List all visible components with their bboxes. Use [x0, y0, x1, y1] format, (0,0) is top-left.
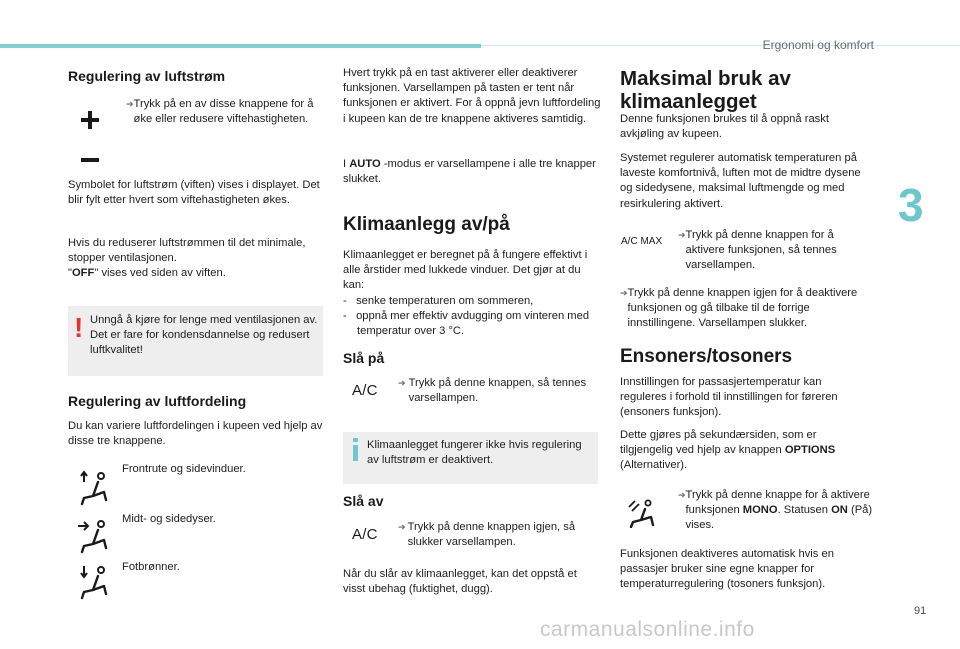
- max-bullet2-text: Trykk på denne knappen igjen for å deaktivere funksjonen og gå tilbake til de forrige innstillingene. Varsellampen slukker.: [627, 287, 858, 330]
- airflow-para2-a: Hvis du reduserer luftstrømmen til det minimale, stopper ventilasjonen.: [68, 237, 306, 265]
- max-ac-title: Maksimal bruk av klimaanlegget: [620, 67, 791, 113]
- turn-on-title: Slå på: [343, 350, 385, 366]
- list-item: - senke temperaturen om sommeren,: [343, 295, 534, 307]
- dist-item-face: Midt- og sidedyser.: [122, 513, 216, 525]
- acmax-button-icon: A/C MAX: [621, 236, 663, 247]
- airflow-title: Regulering av luftstrøm: [68, 68, 226, 84]
- windscreen-distribution-icon: [76, 470, 110, 506]
- auto-label: AUTO: [349, 158, 381, 170]
- zone-para1: Innstillingen for passasjertemperatur kan reguleres i forhold til innstillingen for føreren (ensoners funksjon).: [620, 376, 838, 419]
- info-icon: [351, 438, 361, 462]
- bullet-arrow-icon: ➔: [620, 288, 628, 298]
- zone-bullet-c: (På) vises.: [685, 504, 873, 532]
- warning-text: Unngå å kjøre for lenge med ventilasjonen av. Det er fare for kondensdannelse og redusert luftkvalitet!: [90, 314, 318, 357]
- zone-bullet-a: Trykk på denne knappe for å aktivere funksjonen: [685, 489, 870, 517]
- options-label: OPTIONS: [784, 444, 836, 457]
- page-number: 91: [914, 605, 927, 617]
- section-header: Ergonomi og komfort: [762, 38, 874, 52]
- max-para1: Denne funksjonen brukes til å oppnå raskt avkjøling av kupeen.: [620, 113, 829, 141]
- turn-off-bullet-text: Trykk på denne knappen igjen, så slukker varsellampen.: [407, 521, 576, 549]
- off-label: OFF: [71, 267, 95, 280]
- list-item-text: oppnå mer effektiv avdugging om vinteren med temperatur over 3 °C.: [356, 310, 590, 338]
- airflow-para1: Symbolet for luftstrøm (viften) vises i displayet. Det blir fylt etter hvert som viftehastigheten økes.: [68, 179, 320, 207]
- ac-closing-text: Når du slår av klimaanlegget, kan det oppstå et visst ubehag (fuktighet, dugg).: [343, 568, 577, 596]
- airflow-bullet: [126, 97, 316, 127]
- distribution-intro: Du kan variere luftfordelingen i kupeen ved hjelp av disse tre knappene.: [68, 420, 323, 448]
- zone-bullet-b: . Statusen: [777, 504, 832, 517]
- max-bullet1-text: Trykk på denne knappen for å aktivere funksjonen, så tennes varsellampen.: [685, 229, 837, 272]
- col2-para2-b: -modus er varsellampene i alle tre knapper slukket.: [343, 158, 596, 186]
- face-distribution-icon: [76, 518, 110, 554]
- airflow-para2-quote: ": [68, 267, 72, 280]
- info-text: Klimaanlegget fungerer ikke hvis regulering av luftstrøm er deaktivert.: [367, 439, 582, 467]
- chapter-number: 3: [898, 179, 924, 231]
- dist-item-footwell: Fotbrønner.: [122, 561, 180, 573]
- col2-para1: Hvert trykk på en tast aktiverer eller deaktiverer funksjonen. Varsellampen på tasten er tent når funksjonen er aktivert. For å oppnå jevn luftfordeling i kupeen kan de tre knappene aktiveres samtidig.: [343, 67, 601, 125]
- zone-bullet: [678, 488, 873, 534]
- list-item: - oppnå mer effektiv avdugging om vinteren med temperatur over 3 °C.: [343, 310, 590, 338]
- turn-on-bullet: [398, 376, 598, 406]
- warning-box: [68, 306, 323, 376]
- zone-para2-b: (Alternativer).: [620, 459, 688, 472]
- zone-para2: [620, 428, 870, 474]
- minus-icon: [80, 158, 100, 164]
- max-bullet1: [678, 228, 873, 274]
- zone-para2-a: Dette gjøres på sekundærsiden, som er tilgjengelig ved hjelp av knappen: [620, 429, 817, 457]
- header-accent-bar: [0, 44, 481, 48]
- mono-label: MONO: [742, 504, 778, 517]
- airflow-para2: [68, 236, 323, 282]
- bullet-arrow-icon: ➔: [678, 230, 686, 240]
- distribution-title: Regulering av luftfordeling: [68, 393, 247, 409]
- info-box: [343, 432, 598, 484]
- turn-off-bullet: [398, 520, 598, 550]
- warning-icon: !: [74, 312, 84, 343]
- on-label: ON: [831, 504, 848, 517]
- turn-off-title: Slå av: [343, 493, 384, 509]
- bullet-arrow-icon: ➔: [398, 378, 406, 388]
- bullet-arrow-icon: ➔: [678, 490, 686, 500]
- ac-intro: Klimaanlegget er beregnet på å fungere effektivt i alle årstider med lukkede vinduer. Det gjør at du kan:: [343, 249, 588, 292]
- max-para2: Systemet regulerer automatisk temperaturen på laveste komfortnivå, luften mot de midtre dysene og sidedysene, maksimal luftmengde og med resirkulering aktivert.: [620, 152, 861, 210]
- zone-bullet-text: [686, 488, 873, 534]
- airflow-para2-b: " vises ved siden av viften.: [94, 267, 226, 280]
- ac-benefits-list: [343, 294, 601, 340]
- ac-button-icon: A/C: [352, 382, 378, 399]
- dist-item-windscreen: Frontrute og sidevinduer.: [122, 463, 246, 475]
- bullet-arrow-icon: ➔: [398, 522, 406, 532]
- zone-para3: Funksjonen deaktiveres automatisk hvis en passasjer bruker sine egne knapper for temperaturregulering (tosoners funksjon).: [620, 548, 834, 591]
- col2-para2-a: I: [343, 158, 350, 170]
- bullet-arrow-icon: ➔: [126, 99, 134, 109]
- col2-para2: [343, 157, 601, 187]
- plus-icon: [80, 110, 100, 130]
- max-bullet2: [620, 286, 872, 332]
- ac-button-icon-off: A/C: [352, 526, 378, 543]
- airflow-bullet-text: Trykk på en av disse knappene for å øke eller redusere viftehastigheten.: [133, 98, 314, 126]
- list-item-text: senke temperaturen om sommeren,: [356, 295, 534, 307]
- watermark: carmanualsonline.info: [540, 618, 755, 641]
- ac-onoff-title: Klimaanlegg av/på: [343, 214, 510, 235]
- header-rule: [481, 45, 960, 46]
- zone-title: Ensoners/tosoners: [620, 346, 793, 367]
- turn-on-bullet-text: Trykk på denne knappen, så tennes varsellampen.: [408, 377, 587, 405]
- footwell-distribution-icon: [76, 564, 110, 600]
- mono-zone-icon: [626, 498, 658, 528]
